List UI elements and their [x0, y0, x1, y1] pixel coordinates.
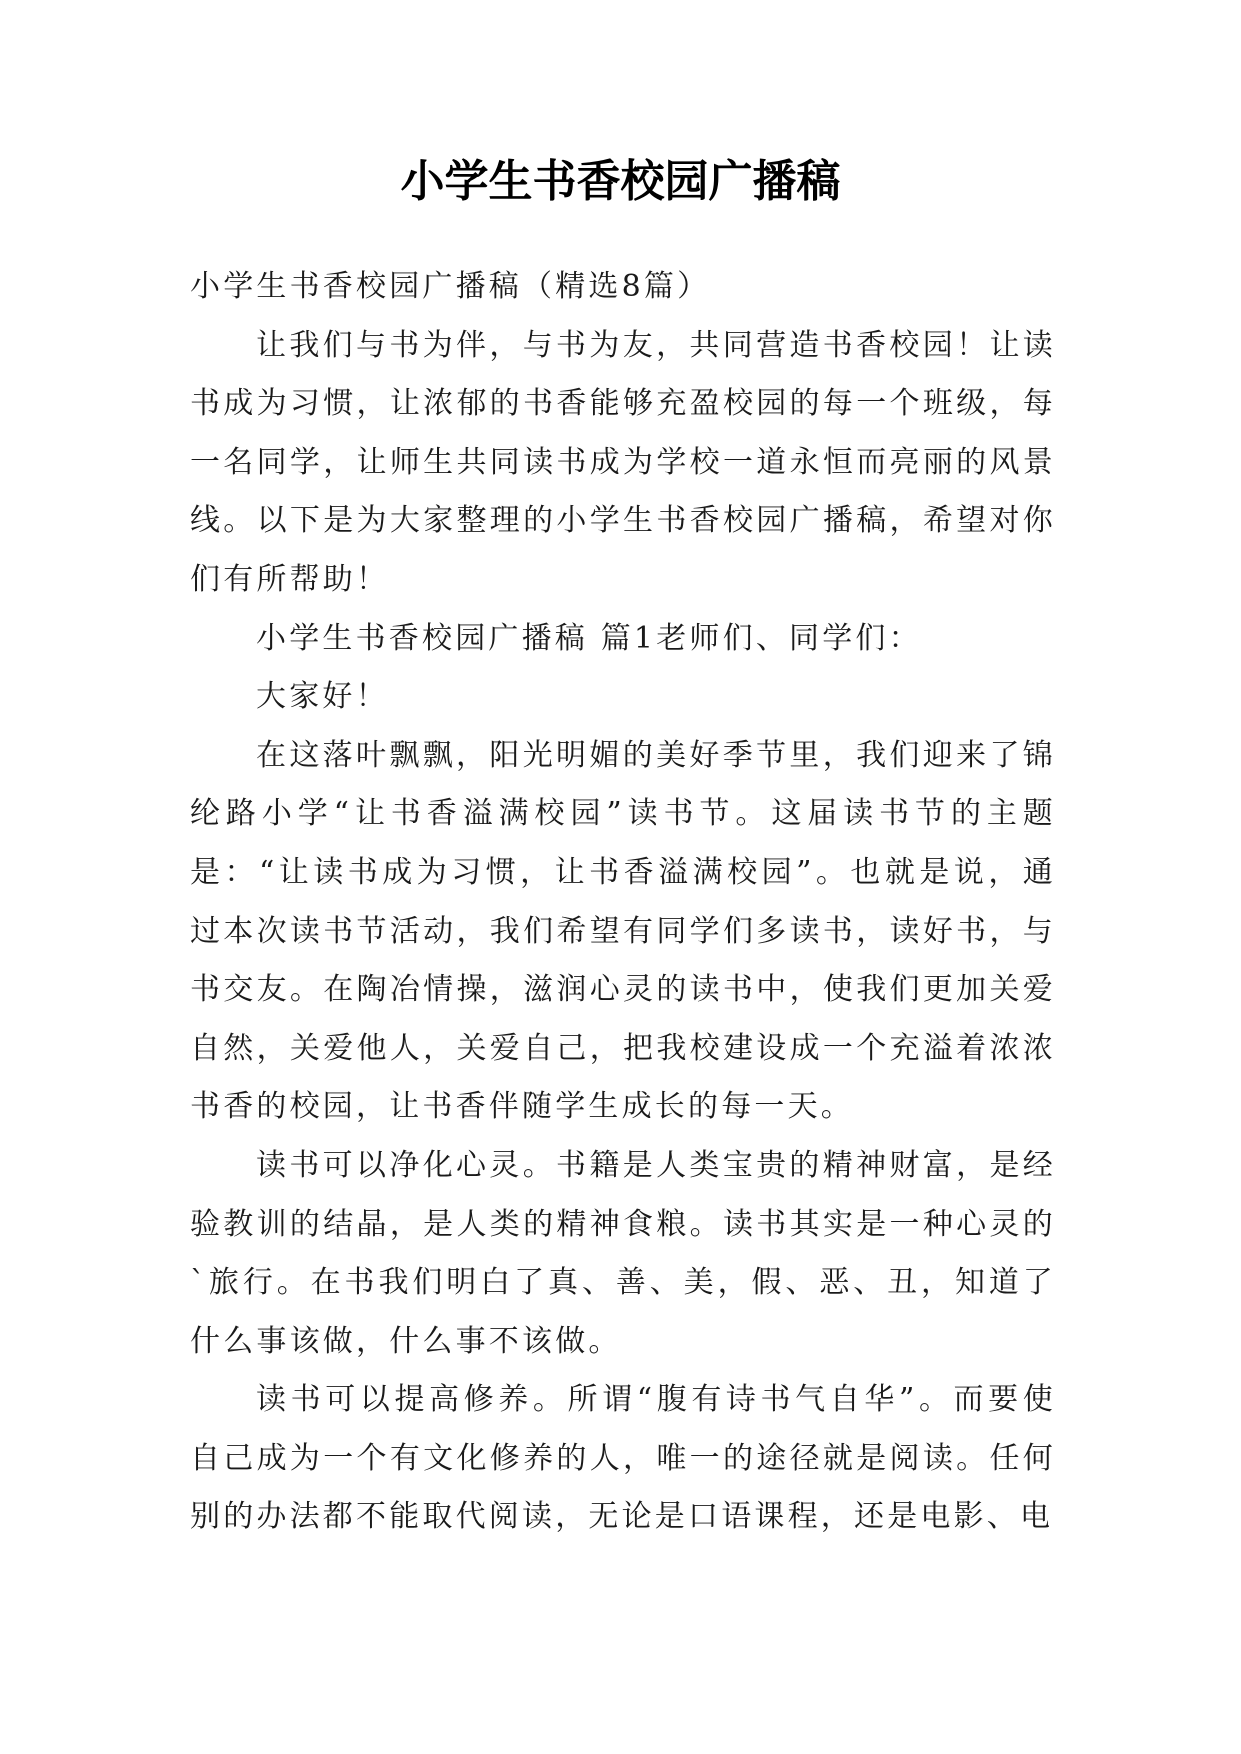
document-body	[190, 258, 1056, 1547]
greeting-paragraph: 大家好！	[256, 679, 389, 715]
document-title: 小学生书香校园广播稿	[400, 156, 841, 207]
body-paragraph: 读书可以提高修养。所谓“腹有诗书气自华”。而要使自己成为一个有文化修养的人，唯一的途径就是阅读。任何别的办法都不能取代阅读，无论是口语课程，还是电影、电	[190, 1382, 1056, 1535]
subtitle-paragraph: 小学生书香校园广播稿（精选8篇）	[190, 269, 711, 304]
body-paragraph: 读书可以净化心灵。书籍是人类宝贵的精神财富，是经验教训的结晶，是人类的精神食粮。读书其实是一种心灵的`旅行。在书我们明白了真、善、美，假、恶、丑，知道了什么事该做，什么事不该做。	[190, 1147, 1056, 1359]
section-heading-paragraph: 小学生书香校园广播稿 篇1老师们、同学们：	[256, 620, 922, 656]
intro-paragraph: 让我们与书为伴，与书为友，共同营造书香校园！让读书成为习惯，让浓郁的书香能够充盈校园的每一个班级，每一名同学，让师生共同读书成为学校一道永恒而亮丽的风景线。以下是为大家整理的小学生书香校园广播稿，希望对你们有所帮助！	[190, 327, 1056, 597]
body-paragraph: 在这落叶飘飘，阳光明媚的美好季节里，我们迎来了锦纶路小学“让书香溢满校园”读书节。这届读书节的主题是：“让读书成为习惯，让书香溢满校园”。也就是说，通过本次读书节活动，我们希望有同学们多读书，读好书，与书交友。在陶冶情操，滋润心灵的读书中，使我们更加关爱自然，关爱他人，关爱自己，把我校建设成一个充溢着浓浓书香的校园，让书香伴随学生成长的每一天。	[190, 737, 1056, 1125]
